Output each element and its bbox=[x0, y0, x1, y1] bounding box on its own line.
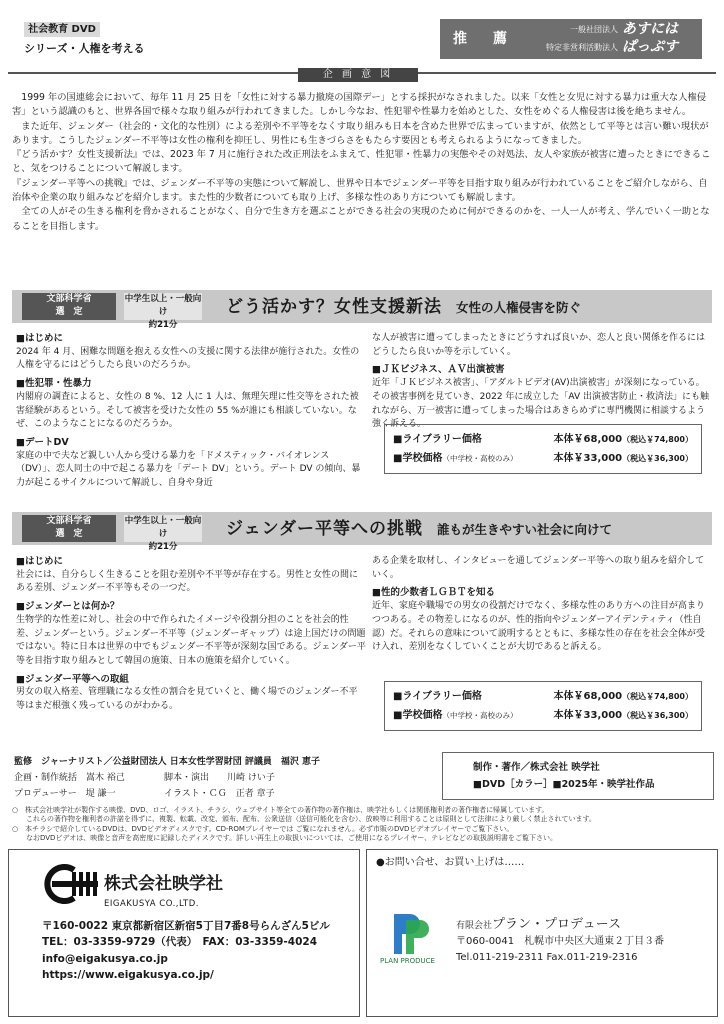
topic-heading: ■はじめに bbox=[16, 556, 63, 567]
topic-heading: ■ジェンダーとは何か？ bbox=[16, 601, 120, 613]
price-tax: （税込￥74,800） bbox=[622, 435, 693, 444]
dvd-tag: 社会教育 DVD bbox=[24, 22, 100, 37]
note-line: ○ 本チラシで紹介しているDVDは、DVDビデオディスクです。CD-ROMプレイヤーでは ご覧になれません。必ず市販のDVDビデオプレイヤーでご覧下さい。 bbox=[12, 824, 514, 833]
title-bar-1 bbox=[12, 290, 712, 330]
mext-label: 選 定 bbox=[55, 307, 83, 317]
staff-credit: イラスト・ＣＧ 正者 章子 bbox=[164, 789, 275, 799]
topic-heading: ■デートDV bbox=[16, 436, 69, 448]
staff-credit: 脚本・演出 川崎 けい子 bbox=[164, 773, 275, 783]
section2-left bbox=[16, 555, 366, 714]
staff-credit: 企画・制作統括 嵩木 裕己 bbox=[14, 773, 125, 783]
publisher-email[interactable]: info@eigakusya.co.jp bbox=[42, 952, 168, 965]
topic-text: 社会には、自分らしく生きることを阻む差別や不平等が存在する。男性と女性の間にある差別、ジェンダー不平等もその一つだ。 bbox=[16, 569, 359, 594]
recommend-label: 推 薦 bbox=[453, 31, 513, 47]
price-value: 本体￥68,000 bbox=[553, 434, 623, 445]
publisher-url[interactable]: https://www.eigakusya.co.jp/ bbox=[42, 968, 214, 981]
mext-badge bbox=[22, 515, 116, 542]
plan-produce-logo-icon bbox=[380, 910, 432, 958]
price-note: （中学校・高校のみ） bbox=[442, 711, 518, 720]
audience-label: 中学生以上・一般向け bbox=[124, 294, 202, 317]
intro-paragraph: 『ジェンダー平等への挑戦』では、ジェンダー不平等の実態について解説し、世界や日本でジェンダー平等を目指す取り組みが行われていることをご紹介しながら、自治体や企業の取り組みなどを紹介します。また性的少数者についても取り上げ、多様な性のあり方についても解説します。 bbox=[12, 177, 708, 204]
price-label: ■学校価格 bbox=[393, 710, 443, 721]
publisher-name: 株式会社映学社 bbox=[104, 874, 223, 894]
intro-paragraph: 1999 年の国連総会において、毎年 11 月 25 日を「女性に対する暴力撤廃の国際デー」とする採択がなされました。以来「女性と女児に対する暴力は重大な人権侵害」という認識のもと、世界各国で様々な取り組みが行われてきました。しかし今なお、性犯罪や性暴力を始めとした、女性をめぐる人権侵害は後を絶ちません。 bbox=[12, 92, 707, 118]
topic-heading: ■性的少数者ＬＧＢＴを知る bbox=[372, 587, 495, 599]
topic-text: 男女の収入格差、管理職になる女性の割合を見ていくと、働く場でのジェンダー不平等はまだ根強く残っているのがわかる。 bbox=[16, 687, 358, 712]
price-tax: （税込￥36,300） bbox=[622, 711, 693, 720]
subtitle-text: 女性の人権侵害を防ぐ bbox=[456, 300, 582, 315]
topic-heading: ■はじめに bbox=[16, 333, 63, 344]
price-label: ■学校価格 bbox=[393, 453, 443, 464]
mext-label: 文部科学省 bbox=[46, 294, 92, 304]
topic-heading: ■ジェンダー平等への取組 bbox=[16, 673, 129, 685]
publisher-name-en: EIGAKUSYA CO.,LTD. bbox=[104, 899, 199, 909]
topic-heading: ■ＪＫビジネス、ＡＶ出演被害 bbox=[372, 364, 505, 376]
title-text: どう活かす？女性支援新法 bbox=[226, 297, 442, 317]
intro-paragraph: 『どう活かす？女性支援新法』では、2023 年 7 月に施行された改正刑法をふまえて、性犯罪・性暴力の実態やその対処法、友人や家族が被害に遭ったときにできること、気をつけることについて解説します。 bbox=[12, 149, 711, 175]
price-label: ■ライブラリー価格 bbox=[393, 691, 482, 702]
dvd-format: ■DVD［カラー］■2025年・映学社作品 bbox=[473, 779, 655, 790]
subtitle-text: 誰もが生きやすい社会に向けて bbox=[436, 522, 612, 537]
topic-text: 生物学的な性差に対し、社会の中で作られたイメージや役割分担のことを社会的性差、ジェンダーという。ジェンダー不平等（ジェンダーギャップ）は途上国だけの問題ではない。特に日本は世界の中でもジェンダー不平等が深刻な国である。ジェンダー平等を目指す取り組みとして韓国の施策、日本の施策を紹介していく。 bbox=[16, 614, 366, 666]
recommender-name: あすには bbox=[622, 21, 678, 37]
supervisor-credit: 監修 ジャーナリスト／公益財団法人 日本女性学習財団 評議員 福沢 恵子 bbox=[14, 757, 321, 767]
eigakusya-logo-icon bbox=[44, 864, 100, 904]
publisher-phone: TEL：03-3359-9729（代表） FAX：03-3359-4024 bbox=[42, 936, 318, 949]
price-row bbox=[393, 687, 693, 706]
staff-credits bbox=[14, 754, 434, 802]
dealer-address: 〒060-0041 札幌市中央区大通東２丁目３番 bbox=[456, 936, 665, 947]
topic-text: 内閣府の調査によると、女性の 8 %、12 人に 1 人は、無理矢理に性交等をされた被害経験があるという。そして被害を受けた女性の 55 %が誰にも相談していない。なぜ、このようなことになるのだろうか。 bbox=[16, 391, 359, 430]
topic-heading: ■性犯罪・性暴力 bbox=[16, 378, 92, 390]
mext-label: 文部科学省 bbox=[46, 516, 92, 526]
note-line: ○ 株式会社映学社が製作する映像、DVD、ロゴ、イラスト、チラシ、ウェブサイト等全ての著作物の著作権は、映学社もしくは関係権利者の著作権者に帰属しています。 bbox=[12, 806, 549, 814]
section1-right bbox=[372, 332, 710, 432]
topic-text: 近年、家庭や職場での男女の役割だけでなく、多様な性のあり方への注目が高まりつつある。その物差しになるのが、性的指向やジェンダーアイデンティティ（性自認）だ。それらの意味について説明するとともに、多様な性の存在を社会全体が受け入れ、差別をなくしていくことが大切であると訴える。 bbox=[372, 601, 705, 653]
dealer-info bbox=[456, 917, 664, 966]
price-tax: （税込￥36,300） bbox=[622, 454, 693, 463]
price-row bbox=[393, 449, 693, 468]
note-line: これらの著作物を権利者の許諾を得ずに、複製、転載、改変、頒布、配布、公衆送信（送信可能化を含む）、放映等に利用することは原則として法律により厳しく禁止されています。 bbox=[12, 815, 596, 824]
mext-label: 選 定 bbox=[55, 529, 83, 539]
price-value: 本体￥33,000 bbox=[553, 710, 623, 721]
price-box bbox=[384, 424, 702, 474]
intro-paragraph: 全ての人がその生きる権利を脅かされることがなく、自分で生き方を選ぶことができる社会の実現のために何ができるのかを、一人一人が考え、学んでいく一助となることを目指します。 bbox=[12, 206, 710, 232]
runtime-label: 約21分 bbox=[148, 320, 178, 330]
publisher-contact bbox=[42, 918, 330, 983]
price-row bbox=[393, 430, 693, 449]
section2-right bbox=[372, 555, 710, 655]
topic-text: ある企業を取材し、インタビューを通してジェンダー平等への取り組みを紹介していく。 bbox=[372, 556, 705, 580]
audience-badge bbox=[124, 515, 202, 552]
series-title: シリーズ・人権を考える bbox=[24, 42, 145, 55]
publisher-address: 〒160-0022 東京都新宿区新宿5丁目7番8号らんざん5ビル bbox=[42, 920, 330, 932]
title-text: ジェンダー平等への挑戦 bbox=[226, 519, 423, 539]
price-value: 本体￥33,000 bbox=[553, 453, 623, 464]
planning-intent-heading: 企 画 意 図 bbox=[298, 68, 418, 82]
dvd-title bbox=[226, 517, 612, 541]
title-bar-2 bbox=[12, 512, 712, 552]
mext-badge bbox=[22, 293, 116, 320]
price-tax: （税込￥74,800） bbox=[622, 692, 693, 701]
recommendation-banner bbox=[440, 19, 702, 59]
price-note: （中学校・高校のみ） bbox=[442, 454, 518, 463]
price-label: ■ライブラリー価格 bbox=[393, 434, 482, 445]
audience-label: 中学生以上・一般向け bbox=[124, 516, 202, 539]
plan-produce-logo-text: PLAN PRODUCE bbox=[380, 957, 435, 965]
audience-badge bbox=[124, 293, 202, 330]
topic-text: 家庭の中で夫など親しい人から受ける暴力を「ドメスティック・バイオレンス（DV）」、恋人同士の中で起こる暴力を「デート DV」という。デート DV の傾向、暴力が起こるサイクルについて解説し、自身や身近 bbox=[16, 450, 361, 489]
dvd-title bbox=[226, 295, 581, 319]
inquiry-heading: ●お問い合せ、お買い上げは…… bbox=[376, 857, 525, 868]
topic-text: な人が被害に遭ってしまったときにどうすれば良いか、恋人と良い関係を作るにはどうしたら良いか等を示していく。 bbox=[372, 333, 706, 357]
production-box bbox=[442, 752, 714, 800]
price-box bbox=[384, 681, 702, 731]
topic-text: 近年「ＪＫビジネス被害」、「アダルトビデオ(AV)出演被害」が深刻になっている。その被害事例を見ていき、2022 年に成立した「AV 出演被害防止・救済法」にも触れながら、万一被害に遭ってしまった場合はあきらめずに専門機関に相談するよう強く訴える。 bbox=[372, 378, 710, 430]
copyright-notes bbox=[12, 806, 714, 843]
staff-credit: プロデューサー 堤 謙一 bbox=[14, 789, 116, 799]
topic-text: 2024 年 4 月、困難な問題を抱える女性への支援に関する法律が施行された。女性の人権を守るにはどうしたら良いのだろうか。 bbox=[16, 346, 360, 371]
runtime-label: 約21分 bbox=[148, 542, 178, 552]
recommender-org: 一般社団法人 bbox=[570, 25, 618, 34]
dealer-name: プラン・プロデュース bbox=[492, 917, 621, 932]
dealer-phone: Tel.011-219-2311 Fax.011-219-2316 bbox=[456, 952, 638, 963]
note-line: なおDVDビデオは、映像と音声を高密度に記録したディスクです。詳しい再生上の取扱いについては、ご使用になるプレイヤー、テレビなどの取扱説明書をご覧下さい。 bbox=[12, 833, 557, 842]
dealer-prefix: 有限会社 bbox=[456, 921, 493, 931]
intro-paragraph: また近年、ジェンダー（社会的・文化的な性別）による差別や不平等をなくす取り組みも日本を含めた世界で広まっていますが、依然として平等とは言い難い現状があります。こうしたジェンダー不平等は女性の権利を抑圧し、男性にも生きづらさをもたらす要因とも考えられるようになってきました。 bbox=[12, 120, 709, 146]
price-row bbox=[393, 706, 693, 725]
section1-left bbox=[16, 332, 366, 491]
price-value: 本体￥68,000 bbox=[553, 691, 623, 702]
production-credit: 制作・著作／株式会社 映学社 bbox=[473, 762, 600, 773]
recommender-org: 特定非営利活動法人 bbox=[546, 43, 618, 52]
intro-text bbox=[12, 91, 712, 234]
recommender-name: ぱっぷす bbox=[622, 39, 678, 55]
